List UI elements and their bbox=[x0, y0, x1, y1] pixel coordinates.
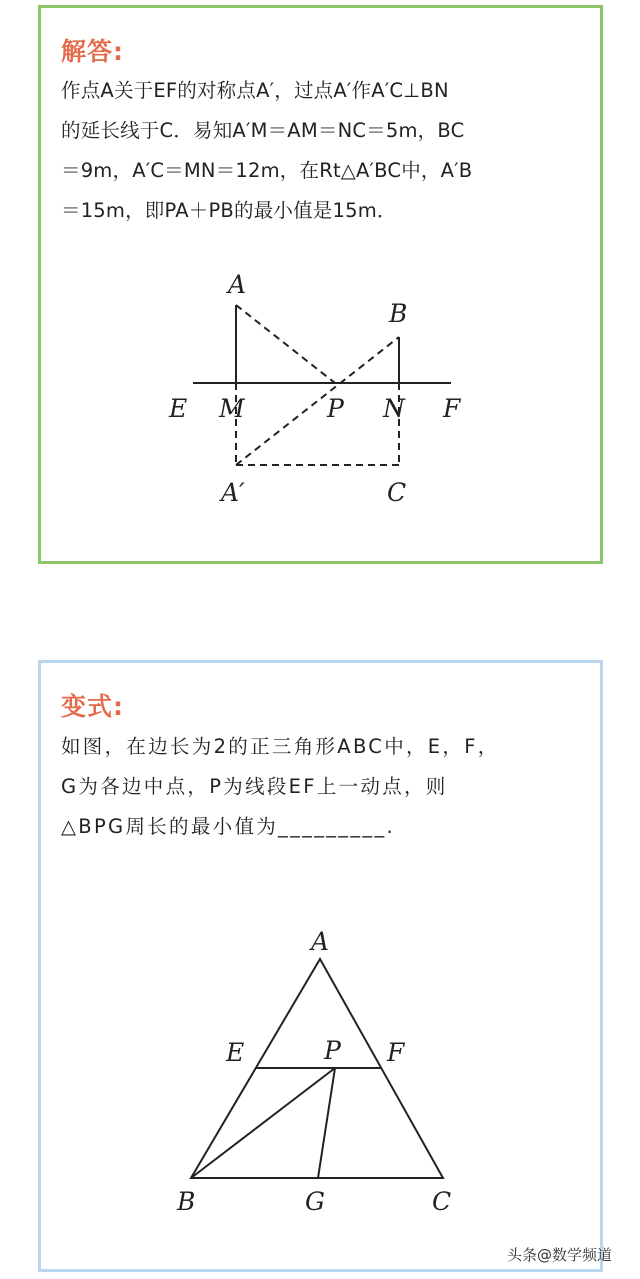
triangle-figure bbox=[41, 663, 600, 1269]
watermark: 头条@数学频道 bbox=[507, 1246, 613, 1264]
label-a: A bbox=[228, 270, 247, 299]
label-g: G bbox=[305, 1187, 325, 1216]
label-m: M bbox=[219, 394, 245, 423]
solution-line-2: 的延长线于C．易知A′M＝AM＝NC＝5m，BC bbox=[61, 119, 465, 142]
label-f: F bbox=[443, 394, 461, 423]
label-e: E bbox=[226, 1038, 245, 1067]
segment-bp bbox=[191, 1068, 335, 1178]
label-b: B bbox=[177, 1187, 196, 1216]
label-p: P bbox=[324, 1036, 341, 1065]
segment-pg bbox=[318, 1068, 335, 1178]
label-p: P bbox=[327, 394, 344, 423]
solution-line-4: ＝15m，即PA＋PB的最小值是15m． bbox=[61, 199, 397, 222]
label-b: B bbox=[389, 299, 408, 328]
label-a: A bbox=[311, 927, 330, 956]
label-a-prime: A′ bbox=[221, 478, 245, 507]
variant-line-1: 如图，在边长为2的正三角形ABC中，E，F， bbox=[61, 735, 500, 758]
variant-card bbox=[38, 660, 603, 1272]
segment-ap-dashed bbox=[236, 305, 335, 383]
label-e: E bbox=[169, 394, 188, 423]
segment-a-prime-b-dashed bbox=[236, 337, 399, 465]
solution-card bbox=[38, 5, 603, 564]
label-n: N bbox=[383, 394, 405, 423]
variant-line-3: △BPG周长的最小值为_________. bbox=[61, 815, 395, 838]
label-c: C bbox=[432, 1187, 452, 1216]
variant-line-2: G为各边中点，P为线段EF上一动点，则 bbox=[61, 775, 448, 798]
reflection-figure bbox=[41, 8, 600, 561]
label-f: F bbox=[387, 1038, 405, 1067]
solution-line-3: ＝9m，A′C＝MN＝12m，在Rt△A′BC中，A′B bbox=[61, 159, 473, 182]
variant-heading: 变式: bbox=[61, 692, 124, 721]
label-c: C bbox=[387, 478, 407, 507]
solution-line-1: 作点A关于EF的对称点A′，过点A′作A′C⊥BN bbox=[61, 79, 449, 102]
solution-heading: 解答: bbox=[61, 37, 124, 66]
